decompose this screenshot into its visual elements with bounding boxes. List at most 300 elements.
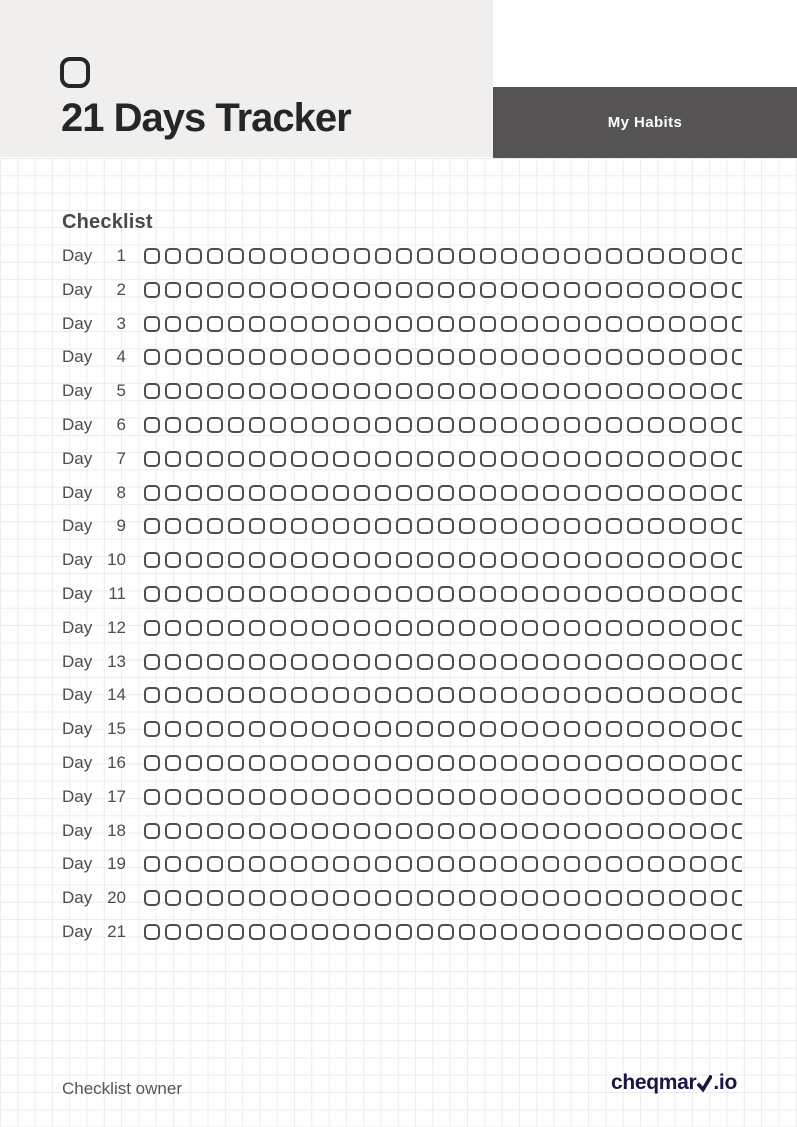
habit-checkbox[interactable] bbox=[396, 451, 412, 467]
habit-checkbox[interactable] bbox=[648, 248, 664, 264]
habit-checkbox[interactable] bbox=[165, 823, 181, 839]
habit-checkbox[interactable] bbox=[690, 823, 706, 839]
habit-checkbox[interactable] bbox=[291, 383, 307, 399]
habit-checkbox[interactable] bbox=[522, 721, 538, 737]
habit-checkbox[interactable] bbox=[522, 282, 538, 298]
habit-checkbox[interactable] bbox=[669, 552, 685, 568]
habit-checkbox[interactable] bbox=[564, 485, 580, 501]
habit-checkbox[interactable] bbox=[564, 316, 580, 332]
habit-checkbox[interactable] bbox=[501, 316, 517, 332]
habit-checkbox[interactable] bbox=[438, 687, 454, 703]
habit-checkbox[interactable] bbox=[711, 721, 727, 737]
habit-checkbox[interactable] bbox=[291, 687, 307, 703]
habit-checkbox[interactable] bbox=[396, 856, 412, 872]
habit-checkbox[interactable] bbox=[417, 518, 433, 534]
habit-checkbox[interactable] bbox=[144, 687, 160, 703]
habit-checkbox[interactable] bbox=[669, 417, 685, 433]
habit-checkbox[interactable] bbox=[543, 789, 559, 805]
habit-checkbox[interactable] bbox=[543, 417, 559, 433]
habit-checkbox[interactable] bbox=[396, 721, 412, 737]
habit-checkbox[interactable] bbox=[354, 687, 370, 703]
habit-checkbox[interactable] bbox=[333, 721, 349, 737]
habit-checkbox[interactable] bbox=[606, 282, 622, 298]
habit-checkbox[interactable] bbox=[732, 316, 742, 332]
habit-checkbox[interactable] bbox=[165, 248, 181, 264]
habit-checkbox[interactable] bbox=[543, 721, 559, 737]
habit-checkbox[interactable] bbox=[648, 823, 664, 839]
habit-checkbox[interactable] bbox=[249, 789, 265, 805]
habit-checkbox[interactable] bbox=[228, 721, 244, 737]
habit-checkbox[interactable] bbox=[648, 890, 664, 906]
habit-checkbox[interactable] bbox=[165, 316, 181, 332]
habit-checkbox[interactable] bbox=[375, 485, 391, 501]
habit-checkbox[interactable] bbox=[648, 687, 664, 703]
habit-checkbox[interactable] bbox=[333, 823, 349, 839]
habit-checkbox[interactable] bbox=[627, 823, 643, 839]
habit-checkbox[interactable] bbox=[522, 687, 538, 703]
habit-checkbox[interactable] bbox=[144, 282, 160, 298]
habit-checkbox[interactable] bbox=[270, 620, 286, 636]
habit-checkbox[interactable] bbox=[690, 586, 706, 602]
habit-checkbox[interactable] bbox=[648, 620, 664, 636]
habit-checkbox[interactable] bbox=[522, 451, 538, 467]
habit-checkbox[interactable] bbox=[543, 890, 559, 906]
habit-checkbox[interactable] bbox=[438, 755, 454, 771]
habit-checkbox[interactable] bbox=[354, 383, 370, 399]
habit-checkbox[interactable] bbox=[354, 890, 370, 906]
habit-checkbox[interactable] bbox=[291, 823, 307, 839]
habit-checkbox[interactable] bbox=[438, 721, 454, 737]
habit-checkbox[interactable] bbox=[564, 789, 580, 805]
habit-checkbox[interactable] bbox=[333, 856, 349, 872]
habit-checkbox[interactable] bbox=[207, 552, 223, 568]
habit-checkbox[interactable] bbox=[585, 620, 601, 636]
habit-checkbox[interactable] bbox=[354, 451, 370, 467]
habit-checkbox[interactable] bbox=[648, 654, 664, 670]
habit-checkbox[interactable] bbox=[480, 451, 496, 467]
habit-checkbox[interactable] bbox=[249, 687, 265, 703]
habit-checkbox[interactable] bbox=[585, 924, 601, 940]
habit-checkbox[interactable] bbox=[564, 451, 580, 467]
habit-checkbox[interactable] bbox=[669, 248, 685, 264]
habit-checkbox[interactable] bbox=[690, 755, 706, 771]
habit-checkbox[interactable] bbox=[270, 518, 286, 534]
habit-checkbox[interactable] bbox=[627, 620, 643, 636]
habit-checkbox[interactable] bbox=[690, 620, 706, 636]
habit-checkbox[interactable] bbox=[606, 383, 622, 399]
habit-checkbox[interactable] bbox=[186, 890, 202, 906]
habit-checkbox[interactable] bbox=[522, 383, 538, 399]
habit-checkbox[interactable] bbox=[354, 755, 370, 771]
habit-checkbox[interactable] bbox=[459, 620, 475, 636]
habit-checkbox[interactable] bbox=[333, 282, 349, 298]
habit-checkbox[interactable] bbox=[543, 282, 559, 298]
habit-checkbox[interactable] bbox=[732, 721, 742, 737]
habit-checkbox[interactable] bbox=[522, 485, 538, 501]
habit-checkbox[interactable] bbox=[333, 890, 349, 906]
habit-checkbox[interactable] bbox=[438, 417, 454, 433]
habit-checkbox[interactable] bbox=[354, 485, 370, 501]
habit-checkbox[interactable] bbox=[669, 755, 685, 771]
habit-checkbox[interactable] bbox=[585, 518, 601, 534]
habit-checkbox[interactable] bbox=[249, 316, 265, 332]
habit-checkbox[interactable] bbox=[396, 518, 412, 534]
habit-checkbox[interactable] bbox=[564, 721, 580, 737]
habit-checkbox[interactable] bbox=[522, 518, 538, 534]
habit-checkbox[interactable] bbox=[354, 518, 370, 534]
habit-checkbox[interactable] bbox=[732, 890, 742, 906]
habit-checkbox[interactable] bbox=[627, 755, 643, 771]
habit-checkbox[interactable] bbox=[648, 586, 664, 602]
habit-checkbox[interactable] bbox=[270, 823, 286, 839]
habit-checkbox[interactable] bbox=[669, 890, 685, 906]
habit-checkbox[interactable] bbox=[144, 924, 160, 940]
habit-checkbox[interactable] bbox=[165, 890, 181, 906]
habit-checkbox[interactable] bbox=[228, 552, 244, 568]
habit-checkbox[interactable] bbox=[564, 823, 580, 839]
habit-checkbox[interactable] bbox=[564, 383, 580, 399]
habit-checkbox[interactable] bbox=[417, 552, 433, 568]
habit-checkbox[interactable] bbox=[165, 856, 181, 872]
habit-checkbox[interactable] bbox=[669, 485, 685, 501]
habit-checkbox[interactable] bbox=[732, 383, 742, 399]
habit-checkbox[interactable] bbox=[690, 856, 706, 872]
habit-checkbox[interactable] bbox=[606, 856, 622, 872]
habit-checkbox[interactable] bbox=[396, 586, 412, 602]
habit-checkbox[interactable] bbox=[648, 924, 664, 940]
habit-checkbox[interactable] bbox=[669, 349, 685, 365]
habit-checkbox[interactable] bbox=[501, 687, 517, 703]
habit-checkbox[interactable] bbox=[144, 620, 160, 636]
habit-checkbox[interactable] bbox=[228, 755, 244, 771]
habit-checkbox[interactable] bbox=[711, 518, 727, 534]
habit-checkbox[interactable] bbox=[732, 755, 742, 771]
habit-checkbox[interactable] bbox=[333, 552, 349, 568]
habit-checkbox[interactable] bbox=[711, 349, 727, 365]
habit-checkbox[interactable] bbox=[438, 856, 454, 872]
habit-checkbox[interactable] bbox=[417, 924, 433, 940]
habit-checkbox[interactable] bbox=[375, 890, 391, 906]
habit-checkbox[interactable] bbox=[585, 721, 601, 737]
habit-checkbox[interactable] bbox=[543, 383, 559, 399]
habit-checkbox[interactable] bbox=[165, 282, 181, 298]
habit-checkbox[interactable] bbox=[291, 890, 307, 906]
habit-checkbox[interactable] bbox=[354, 248, 370, 264]
habit-checkbox[interactable] bbox=[207, 687, 223, 703]
habit-checkbox[interactable] bbox=[522, 856, 538, 872]
habit-checkbox[interactable] bbox=[732, 924, 742, 940]
habit-checkbox[interactable] bbox=[312, 485, 328, 501]
habit-checkbox[interactable] bbox=[522, 924, 538, 940]
habit-checkbox[interactable] bbox=[459, 687, 475, 703]
habit-checkbox[interactable] bbox=[438, 518, 454, 534]
habit-checkbox[interactable] bbox=[627, 856, 643, 872]
habit-checkbox[interactable] bbox=[690, 316, 706, 332]
habit-checkbox[interactable] bbox=[648, 518, 664, 534]
habit-checkbox[interactable] bbox=[501, 823, 517, 839]
habit-checkbox[interactable] bbox=[375, 282, 391, 298]
habit-checkbox[interactable] bbox=[480, 924, 496, 940]
habit-checkbox[interactable] bbox=[396, 620, 412, 636]
habit-checkbox[interactable] bbox=[312, 654, 328, 670]
habit-checkbox[interactable] bbox=[585, 383, 601, 399]
habit-checkbox[interactable] bbox=[648, 755, 664, 771]
habit-checkbox[interactable] bbox=[333, 383, 349, 399]
habit-checkbox[interactable] bbox=[480, 856, 496, 872]
habit-checkbox[interactable] bbox=[207, 620, 223, 636]
habit-checkbox[interactable] bbox=[459, 755, 475, 771]
habit-checkbox[interactable] bbox=[564, 282, 580, 298]
habit-checkbox[interactable] bbox=[690, 451, 706, 467]
habit-checkbox[interactable] bbox=[690, 349, 706, 365]
habit-checkbox[interactable] bbox=[711, 755, 727, 771]
habit-checkbox[interactable] bbox=[375, 248, 391, 264]
habit-checkbox[interactable] bbox=[207, 485, 223, 501]
habit-checkbox[interactable] bbox=[627, 552, 643, 568]
habit-checkbox[interactable] bbox=[186, 586, 202, 602]
habit-checkbox[interactable] bbox=[312, 856, 328, 872]
habit-checkbox[interactable] bbox=[459, 789, 475, 805]
habit-checkbox[interactable] bbox=[459, 721, 475, 737]
habit-checkbox[interactable] bbox=[501, 755, 517, 771]
habit-checkbox[interactable] bbox=[417, 417, 433, 433]
habit-checkbox[interactable] bbox=[354, 552, 370, 568]
habit-checkbox[interactable] bbox=[375, 687, 391, 703]
habit-checkbox[interactable] bbox=[333, 518, 349, 534]
habit-checkbox[interactable] bbox=[165, 687, 181, 703]
habit-checkbox[interactable] bbox=[249, 349, 265, 365]
habit-checkbox[interactable] bbox=[543, 518, 559, 534]
habit-checkbox[interactable] bbox=[459, 924, 475, 940]
habit-checkbox[interactable] bbox=[417, 485, 433, 501]
habit-checkbox[interactable] bbox=[249, 586, 265, 602]
habit-checkbox[interactable] bbox=[606, 721, 622, 737]
habit-checkbox[interactable] bbox=[249, 282, 265, 298]
habit-checkbox[interactable] bbox=[732, 451, 742, 467]
habit-checkbox[interactable] bbox=[249, 823, 265, 839]
habit-checkbox[interactable] bbox=[333, 349, 349, 365]
habit-checkbox[interactable] bbox=[711, 789, 727, 805]
habit-checkbox[interactable] bbox=[585, 586, 601, 602]
habit-checkbox[interactable] bbox=[312, 755, 328, 771]
habit-checkbox[interactable] bbox=[291, 620, 307, 636]
habit-checkbox[interactable] bbox=[480, 383, 496, 399]
habit-checkbox[interactable] bbox=[270, 721, 286, 737]
habit-checkbox[interactable] bbox=[690, 654, 706, 670]
habit-checkbox[interactable] bbox=[144, 654, 160, 670]
habit-checkbox[interactable] bbox=[732, 248, 742, 264]
habit-checkbox[interactable] bbox=[438, 823, 454, 839]
habit-checkbox[interactable] bbox=[291, 654, 307, 670]
habit-checkbox[interactable] bbox=[459, 417, 475, 433]
habit-checkbox[interactable] bbox=[228, 248, 244, 264]
habit-checkbox[interactable] bbox=[249, 417, 265, 433]
habit-checkbox[interactable] bbox=[648, 417, 664, 433]
habit-checkbox[interactable] bbox=[501, 349, 517, 365]
habit-checkbox[interactable] bbox=[669, 316, 685, 332]
habit-checkbox[interactable] bbox=[144, 856, 160, 872]
habit-checkbox[interactable] bbox=[438, 451, 454, 467]
habit-checkbox[interactable] bbox=[375, 755, 391, 771]
habit-checkbox[interactable] bbox=[186, 856, 202, 872]
habit-checkbox[interactable] bbox=[669, 383, 685, 399]
habit-checkbox[interactable] bbox=[165, 721, 181, 737]
habit-checkbox[interactable] bbox=[228, 654, 244, 670]
habit-checkbox[interactable] bbox=[291, 316, 307, 332]
habit-checkbox[interactable] bbox=[606, 518, 622, 534]
habit-checkbox[interactable] bbox=[585, 552, 601, 568]
habit-checkbox[interactable] bbox=[207, 721, 223, 737]
habit-checkbox[interactable] bbox=[144, 518, 160, 534]
habit-checkbox[interactable] bbox=[480, 654, 496, 670]
habit-checkbox[interactable] bbox=[207, 316, 223, 332]
habit-checkbox[interactable] bbox=[396, 755, 412, 771]
habit-checkbox[interactable] bbox=[186, 282, 202, 298]
habit-checkbox[interactable] bbox=[438, 349, 454, 365]
habit-checkbox[interactable] bbox=[207, 451, 223, 467]
habit-checkbox[interactable] bbox=[459, 316, 475, 332]
habit-checkbox[interactable] bbox=[627, 890, 643, 906]
habit-checkbox[interactable] bbox=[627, 518, 643, 534]
habit-checkbox[interactable] bbox=[711, 316, 727, 332]
habit-checkbox[interactable] bbox=[417, 620, 433, 636]
habit-checkbox[interactable] bbox=[711, 823, 727, 839]
habit-checkbox[interactable] bbox=[480, 485, 496, 501]
habit-checkbox[interactable] bbox=[585, 349, 601, 365]
habit-checkbox[interactable] bbox=[585, 654, 601, 670]
habit-checkbox[interactable] bbox=[543, 552, 559, 568]
habit-checkbox[interactable] bbox=[228, 485, 244, 501]
habit-checkbox[interactable] bbox=[543, 620, 559, 636]
habit-checkbox[interactable] bbox=[522, 823, 538, 839]
habit-checkbox[interactable] bbox=[312, 518, 328, 534]
habit-checkbox[interactable] bbox=[585, 755, 601, 771]
habit-checkbox[interactable] bbox=[354, 823, 370, 839]
habit-checkbox[interactable] bbox=[648, 789, 664, 805]
habit-checkbox[interactable] bbox=[354, 316, 370, 332]
habit-checkbox[interactable] bbox=[270, 383, 286, 399]
habit-checkbox[interactable] bbox=[228, 924, 244, 940]
habit-checkbox[interactable] bbox=[480, 316, 496, 332]
habit-checkbox[interactable] bbox=[354, 620, 370, 636]
habit-checkbox[interactable] bbox=[711, 890, 727, 906]
habit-checkbox[interactable] bbox=[396, 924, 412, 940]
habit-checkbox[interactable] bbox=[291, 248, 307, 264]
habit-checkbox[interactable] bbox=[144, 755, 160, 771]
habit-checkbox[interactable] bbox=[690, 721, 706, 737]
habit-checkbox[interactable] bbox=[249, 485, 265, 501]
habit-checkbox[interactable] bbox=[522, 552, 538, 568]
habit-checkbox[interactable] bbox=[690, 417, 706, 433]
habit-checkbox[interactable] bbox=[564, 856, 580, 872]
habit-checkbox[interactable] bbox=[186, 552, 202, 568]
habit-checkbox[interactable] bbox=[270, 654, 286, 670]
habit-checkbox[interactable] bbox=[627, 451, 643, 467]
habit-checkbox[interactable] bbox=[228, 451, 244, 467]
habit-checkbox[interactable] bbox=[249, 721, 265, 737]
habit-checkbox[interactable] bbox=[438, 924, 454, 940]
habit-checkbox[interactable] bbox=[690, 282, 706, 298]
habit-checkbox[interactable] bbox=[585, 890, 601, 906]
habit-checkbox[interactable] bbox=[312, 924, 328, 940]
habit-checkbox[interactable] bbox=[144, 586, 160, 602]
habit-checkbox[interactable] bbox=[186, 451, 202, 467]
habit-checkbox[interactable] bbox=[186, 755, 202, 771]
habit-checkbox[interactable] bbox=[438, 789, 454, 805]
habit-checkbox[interactable] bbox=[459, 518, 475, 534]
habit-checkbox[interactable] bbox=[669, 620, 685, 636]
habit-checkbox[interactable] bbox=[312, 316, 328, 332]
habit-checkbox[interactable] bbox=[354, 721, 370, 737]
habit-checkbox[interactable] bbox=[207, 856, 223, 872]
habit-checkbox[interactable] bbox=[375, 586, 391, 602]
habit-checkbox[interactable] bbox=[732, 282, 742, 298]
habit-checkbox[interactable] bbox=[732, 823, 742, 839]
habit-checkbox[interactable] bbox=[207, 890, 223, 906]
habit-checkbox[interactable] bbox=[165, 451, 181, 467]
habit-checkbox[interactable] bbox=[606, 349, 622, 365]
habit-checkbox[interactable] bbox=[291, 924, 307, 940]
habit-checkbox[interactable] bbox=[165, 518, 181, 534]
habit-checkbox[interactable] bbox=[648, 316, 664, 332]
habit-checkbox[interactable] bbox=[291, 485, 307, 501]
habit-checkbox[interactable] bbox=[438, 586, 454, 602]
habit-checkbox[interactable] bbox=[270, 924, 286, 940]
habit-checkbox[interactable] bbox=[732, 518, 742, 534]
habit-checkbox[interactable] bbox=[207, 349, 223, 365]
habit-checkbox[interactable] bbox=[207, 586, 223, 602]
habit-checkbox[interactable] bbox=[627, 248, 643, 264]
habit-checkbox[interactable] bbox=[417, 890, 433, 906]
habit-checkbox[interactable] bbox=[543, 687, 559, 703]
habit-checkbox[interactable] bbox=[669, 924, 685, 940]
habit-checkbox[interactable] bbox=[627, 383, 643, 399]
habit-checkbox[interactable] bbox=[396, 687, 412, 703]
habit-checkbox[interactable] bbox=[522, 248, 538, 264]
habit-checkbox[interactable] bbox=[522, 654, 538, 670]
habit-checkbox[interactable] bbox=[459, 248, 475, 264]
habit-checkbox[interactable] bbox=[270, 349, 286, 365]
habit-checkbox[interactable] bbox=[480, 248, 496, 264]
habit-checkbox[interactable] bbox=[585, 316, 601, 332]
habit-checkbox[interactable] bbox=[312, 349, 328, 365]
habit-checkbox[interactable] bbox=[711, 924, 727, 940]
habit-checkbox[interactable] bbox=[249, 518, 265, 534]
habit-checkbox[interactable] bbox=[333, 654, 349, 670]
habit-checkbox[interactable] bbox=[522, 417, 538, 433]
habit-checkbox[interactable] bbox=[711, 451, 727, 467]
habit-checkbox[interactable] bbox=[396, 823, 412, 839]
habit-checkbox[interactable] bbox=[396, 282, 412, 298]
habit-checkbox[interactable] bbox=[333, 586, 349, 602]
habit-checkbox[interactable] bbox=[606, 789, 622, 805]
habit-checkbox[interactable] bbox=[543, 823, 559, 839]
habit-checkbox[interactable] bbox=[522, 586, 538, 602]
habit-checkbox[interactable] bbox=[501, 451, 517, 467]
habit-checkbox[interactable] bbox=[249, 620, 265, 636]
habit-checkbox[interactable] bbox=[732, 552, 742, 568]
habit-checkbox[interactable] bbox=[333, 417, 349, 433]
habit-checkbox[interactable] bbox=[480, 823, 496, 839]
habit-checkbox[interactable] bbox=[417, 248, 433, 264]
habit-checkbox[interactable] bbox=[606, 485, 622, 501]
habit-checkbox[interactable] bbox=[354, 282, 370, 298]
habit-checkbox[interactable] bbox=[522, 789, 538, 805]
habit-checkbox[interactable] bbox=[333, 451, 349, 467]
habit-checkbox[interactable] bbox=[480, 687, 496, 703]
habit-checkbox[interactable] bbox=[396, 248, 412, 264]
habit-checkbox[interactable] bbox=[333, 620, 349, 636]
